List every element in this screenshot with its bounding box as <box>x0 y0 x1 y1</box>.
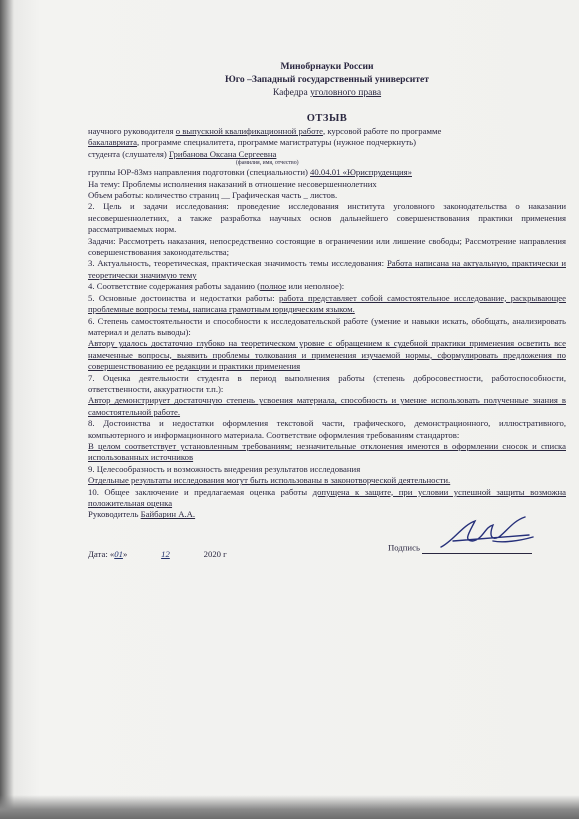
section-2-goal: 2. Цель и задачи исследования: проведение исследования института уголовного законодательства о наказании несовершеннолетних, а также разработка научных основ дальнейшего совершенствования практики применения рассматриваемых норм. <box>88 201 566 235</box>
section-8-formatting: 8. Достоинства и недостатки оформления текстовой части, графического, демонстрационного, иллюстративного, компьютерного и информационного материала. Соответствие оформления требованиям стандартов: <box>88 418 566 440</box>
date-field: Дата: «01» 12 2020 г <box>88 548 227 559</box>
section-6-answer: Автору удалось достаточно глубоко на теоретическом уровне с обращением к судебной практики применения осветить все намеченные вопросы, выявить проблемы толкования и применения изучаемой нормы, сформулировать предложения по совершенствованию ее редакции и практики применения <box>88 338 566 372</box>
section-4-compliance: 4. Соответствие содержания работы заданию (полное или неполное): <box>88 281 345 292</box>
supervisor-line: Руководитель Байбарин А.А. <box>88 509 196 520</box>
section-9-implementation: 9. Целесообразность и возможность внедрения результатов исследования <box>88 463 361 474</box>
section-9-answer: Отдельные результаты исследования могут быть использованы в законотворческой деятельности. <box>88 475 451 486</box>
intro-line-1: научного руководителя о выпускной квалификационной работе, курсовой работе по программе <box>88 126 442 136</box>
student-name-note: (фамилия, имя, отчество) <box>236 160 299 167</box>
university-heading: Юго –Западный государственный университет <box>225 74 429 85</box>
signature-field: Подпись <box>388 541 532 554</box>
section-7-assessment: 7. Оценка деятельности студента в период выполнения работы (степень добросовестности, работоспособности, ответственности, аккуратности т.п.): <box>88 372 566 394</box>
section-7-answer: Автор демонстрирует достаточную степень усвоения материала, способность и умение использовать полученные знания в самостоятельной работе. <box>88 395 566 417</box>
section-10-conclusion: 10. Общее заключение и предлагаемая оценка работы допущена к защите, при условии успешной защиты возможна положительная оценка <box>88 486 566 508</box>
date-month: 12 <box>161 548 170 559</box>
section-8-answer: В целом соответствует установленным требованиям; незначительные отклонения имеются в оформлении сносок и списка использованных источников <box>88 440 566 463</box>
scan-bottom-edge <box>0 795 579 819</box>
section-6-independence: 6. Степень самостоятельности и способности к исследовательской работе (умение и навыки искать, обобщать, анализировать материал и делать выводы): <box>88 315 566 337</box>
review-page <box>88 60 566 583</box>
date-day: 01 <box>114 548 123 559</box>
intro-line-2: бакалавриата, программе специалитета, программе магистратуры (нужное подчеркнуть) <box>88 137 417 148</box>
handwritten-signature <box>433 511 543 557</box>
ministry-heading: Минобрнауки России <box>280 61 374 72</box>
topic-line: На тему: Проблемы исполнения наказаний в отношение несовершеннолетних <box>88 178 377 189</box>
department-heading: Кафедра уголовного права <box>272 87 382 98</box>
document-title: ОТЗЫВ <box>306 113 348 124</box>
section-2-tasks: Задачи: Рассмотреть наказания, непосредственно состоящие в ограничении или лишение свободы; Рассмотрение направления совершенствования законодательства; <box>88 235 566 258</box>
section-3-relevance: 3. Актуальность, теоретическая, практическая значимость темы исследования: Работа написана на актуальную, практически и теоретически значимую тему <box>88 258 566 280</box>
section-5-merits: 5. Основные достоинства и недостатки работы: работа представляет собой самостоятельное исследование, раскрывающее проблемные вопросы темы, написана грамотным юридическим языком. <box>88 292 567 315</box>
student-line: студента (слушателя) Грибанова Оксана Сергеевна <box>88 148 277 159</box>
signature-row <box>88 523 566 583</box>
group-line: группы ЮР-83мз направления подготовки (специальности) 40.04.01 «Юриспруденция» <box>88 167 412 178</box>
volume-line: Объем работы: количество страниц __ Графическая часть _ листов. <box>88 190 338 201</box>
